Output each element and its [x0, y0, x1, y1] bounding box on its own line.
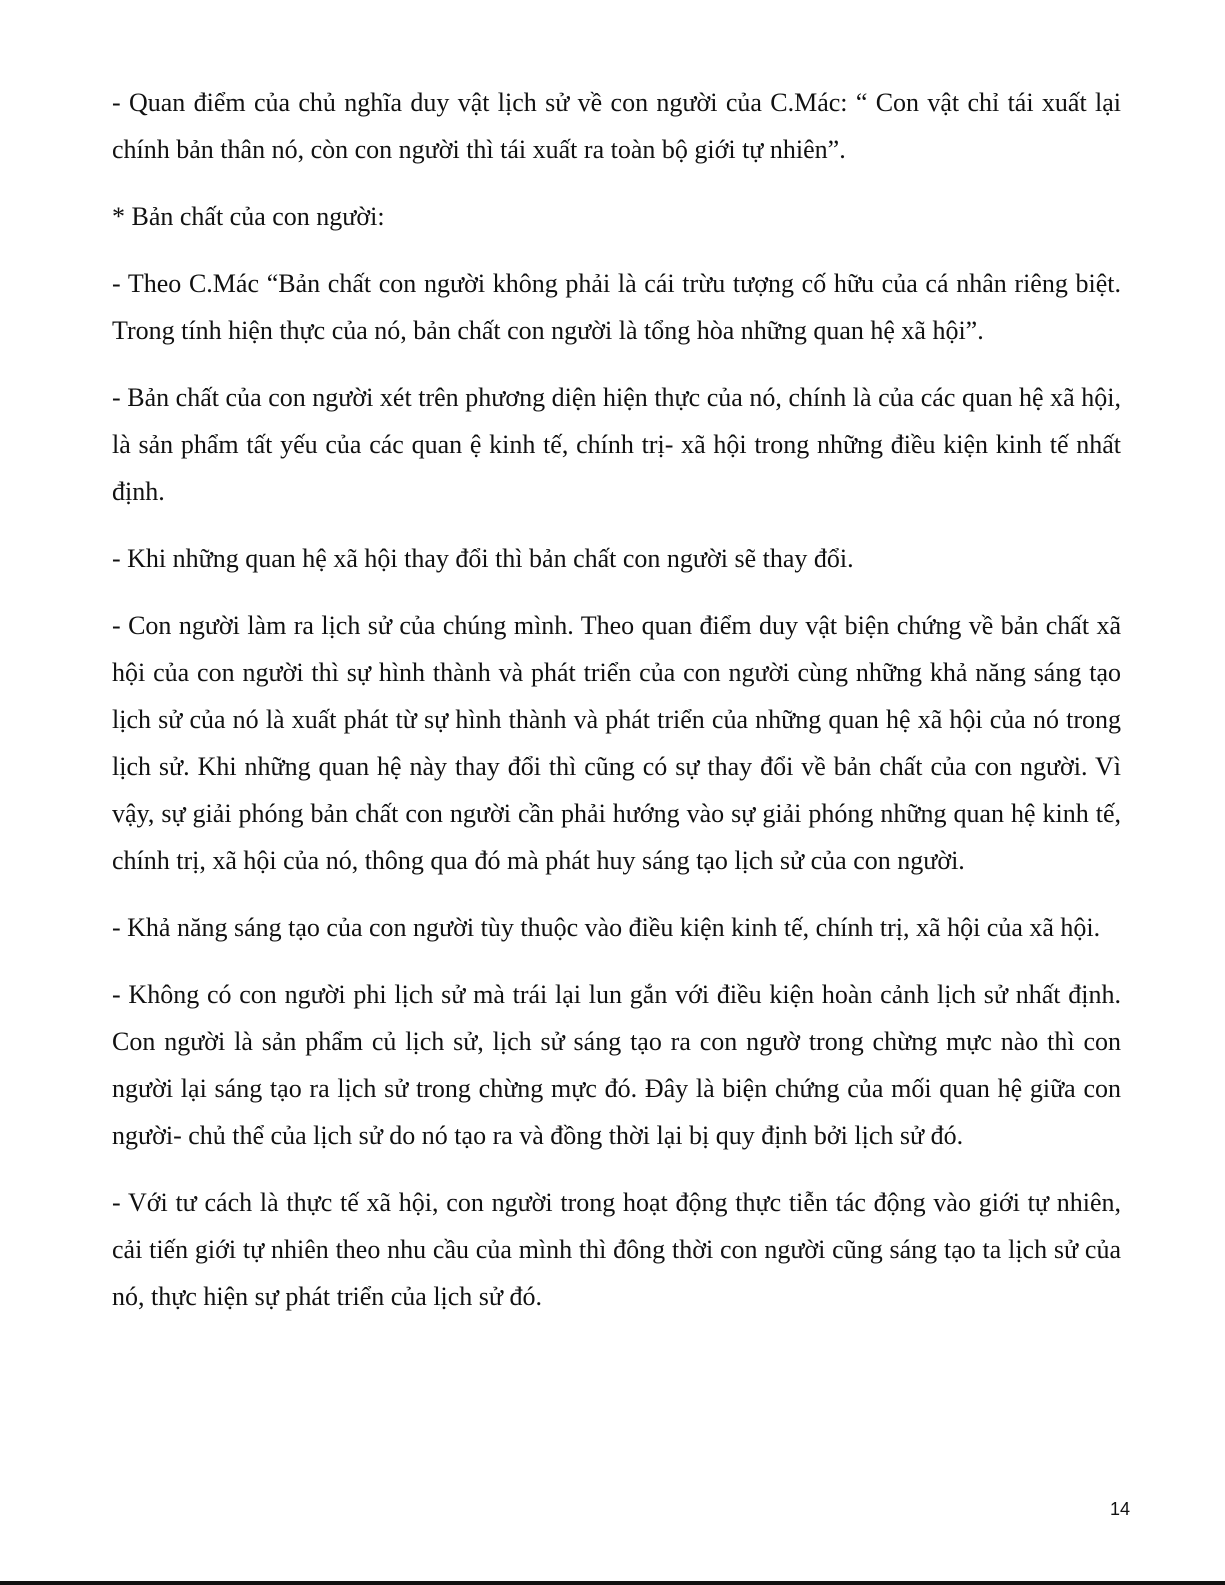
paragraph-no-ahistorical-human: - Không có con người phi lịch sử mà trái lại lun gắn với điều kiện hoàn cảnh lịch sử nhất định. Con người là sản phẩm củ lịch sử, lịch sử sáng tạo ra con ngườ trong chừng mực nào thì con người lại sáng tạo ra lịch sử trong chừng mực đó. Đây là biện chứng của mối quan hệ giữa con người- chủ thể của lịch sử do nó tạo ra và đồng thời lại bị quy định bởi lịch sử đó.	[112, 980, 1121, 1150]
paragraph-humans-make-history: - Con người làm ra lịch sử của chúng mình. Theo quan điểm duy vật biện chứng về bản chất xã hội của con người thì sự hình thành và phát triển của con người cùng những khả năng sáng tạo lịch sử của nó là xuất phát từ sự hình thành và phát triển của những quan hệ xã hội của nó trong lịch sử. Khi những quan hệ này thay đổi thì cũng có sự thay đổi về bản chất của con người. Vì vậy, sự giải phóng bản chất con người cần phải hướng vào sự giải phóng những quan hệ kinh tế, chính trị, xã hội của nó, thông qua đó mà phát huy sáng tạo lịch sử của con người.	[112, 611, 1121, 875]
paragraph-social-reality: - Với tư cách là thực tế xã hội, con người trong hoạt động thực tiễn tác động vào giới tự nhiên, cải tiến giới tự nhiên theo nhu cầu của mình thì đông thời con người cũng sáng tạo ta lịch sử của nó, thực hiện sự phát triển của lịch sử đó.	[112, 1188, 1121, 1311]
page-number: 14	[1109, 1499, 1130, 1519]
bottom-border	[0, 1581, 1225, 1585]
document-body	[112, 79, 1121, 1340]
section-heading-human-essence: * Bản chất của con người:	[112, 202, 385, 231]
paragraph-relations-change: - Khi những quan hệ xã hội thay đổi thì bản chất con người sẽ thay đổi.	[112, 544, 854, 573]
paragraph-marx-quote-essence: - Theo C.Mác “Bản chất con người không phải là cái trừu tượng cố hữu của cá nhân riêng biệt. Trong tính hiện thực của nó, bản chất con người là tổng hòa những quan hệ xã hội”.	[112, 269, 1121, 345]
paragraph-essence-reality: - Bản chất của con người xét trên phương diện hiện thực của nó, chính là của các quan hệ xã hội, là sản phẩm tất yếu của các quan ệ kinh tế, chính trị- xã hội trong những điều kiện kinh tế nhất định.	[112, 383, 1121, 506]
paragraph-creative-capacity: - Khả năng sáng tạo của con người tùy thuộc vào điều kiện kinh tế, chính trị, xã hội của xã hội.	[112, 913, 1101, 942]
paragraph-marx-view-on-humans: - Quan điểm của chủ nghĩa duy vật lịch sử về con người của C.Mác: “ Con vật chỉ tái xuất lại chính bản thân nó, còn con người thì tái xuất ra toàn bộ giới tự nhiên”.	[112, 88, 1121, 164]
